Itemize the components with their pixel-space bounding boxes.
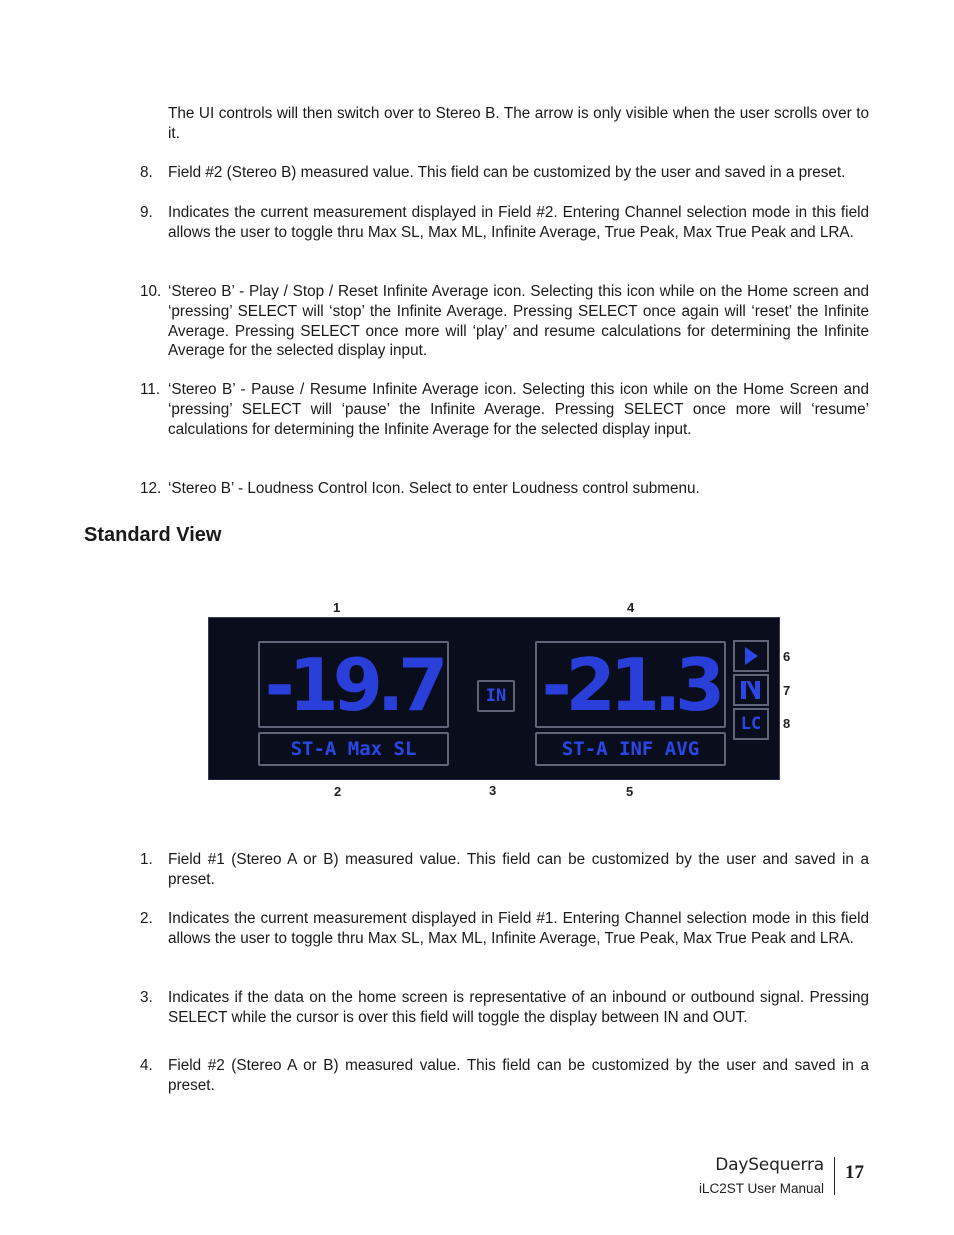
callout-1: 1 bbox=[333, 600, 341, 615]
callout-6: 6 bbox=[783, 649, 791, 664]
loudness-control-icon[interactable] bbox=[733, 708, 769, 740]
brand-logo: DaySequerra bbox=[715, 1155, 824, 1175]
pause-resume-glyph-icon bbox=[738, 679, 764, 701]
list-item-1 bbox=[140, 850, 869, 890]
item-text: Field #2 (Stereo A or B) measured value. This field can be customized by the user and saved in a preset. bbox=[168, 1057, 869, 1094]
field2-label: ST-A INF AVG bbox=[561, 738, 700, 760]
item-number: 11. bbox=[140, 381, 161, 398]
field2-value: -21.3 bbox=[541, 642, 720, 727]
list-item-9 bbox=[140, 203, 869, 243]
item-number: 9. bbox=[140, 204, 153, 221]
field1-label-box[interactable] bbox=[258, 732, 449, 766]
item-text: Indicates the current measurement displayed in Field #1. Entering Channel selection mode in this field allows the user to toggle thru Max SL, Max ML, Infinite Average, True Peak, Max True Peak and LRA. bbox=[168, 910, 869, 947]
inout-label: IN bbox=[485, 686, 507, 706]
pause-resume-icon[interactable] bbox=[733, 674, 769, 706]
item-text: Field #1 (Stereo A or B) measured value. This field can be customized by the user and saved in a preset. bbox=[168, 851, 869, 888]
item-text: Indicates the current measurement displayed in Field #2. Entering Channel selection mode in this field allows the user to toggle thru Max SL, Max ML, Infinite Average, True Peak, Max True Peak and LRA. bbox=[168, 204, 869, 241]
list-item-2 bbox=[140, 909, 869, 949]
callout-2: 2 bbox=[334, 784, 342, 799]
item-text: ‘Stereo B’ - Loudness Control Icon. Select to enter Loudness control submenu. bbox=[168, 480, 700, 497]
item-number: 2. bbox=[140, 910, 153, 927]
list-item-3 bbox=[140, 988, 869, 1028]
callout-3: 3 bbox=[489, 783, 497, 798]
field1-value-box[interactable] bbox=[258, 641, 449, 728]
item-text: ‘Stereo B’ - Play / Stop / Reset Infinite Average icon. Selecting this icon while on the Home screen and ‘pressing’ SELECT will ‘stop’ the Infinite Average. Pressing SELECT once again will ‘reset’ the Infinite Average. Pressing SELECT once more will ‘play’ and resume calculations for determining the Infinite Average for the selected display input. bbox=[168, 283, 869, 360]
list-item-8 bbox=[140, 163, 869, 183]
field2-value-box[interactable] bbox=[535, 641, 726, 728]
callout-8: 8 bbox=[783, 716, 791, 731]
item-text: Indicates if the data on the home screen is representative of an inbound or outbound signal. Pressing SELECT while the cursor is over this field will toggle the display between IN and OUT. bbox=[168, 989, 869, 1026]
item-number: 1. bbox=[140, 851, 153, 868]
footer-divider bbox=[834, 1157, 835, 1195]
item-text: ‘Stereo B’ - Pause / Resume Infinite Average icon. Selecting this icon while on the Home Screen and ‘pressing’ SELECT will ‘pause’ the Infinite Average. Pressing SELECT once more will ‘resume’ calculations for determining the Infinite Average for the selected display input. bbox=[168, 381, 869, 438]
list-item-11 bbox=[140, 380, 869, 439]
item-number: 4. bbox=[140, 1057, 153, 1074]
item-number: 10. bbox=[140, 283, 162, 300]
section-heading: Standard View bbox=[84, 524, 222, 546]
item-number: 12. bbox=[140, 480, 162, 497]
list-item-10 bbox=[140, 282, 869, 361]
page-number: 17 bbox=[845, 1162, 864, 1183]
play-stop-icon[interactable] bbox=[733, 640, 769, 672]
manual-title: iLC2ST User Manual bbox=[698, 1181, 824, 1196]
device-screen bbox=[208, 617, 780, 780]
callout-4: 4 bbox=[627, 600, 635, 615]
item-text: Field #2 (Stereo B) measured value. This field can be customized by the user and saved in a preset. bbox=[168, 164, 846, 181]
item-number: 8. bbox=[140, 164, 153, 181]
lc-label: LC bbox=[740, 714, 762, 734]
field1-value: -19.7 bbox=[264, 642, 443, 727]
inout-toggle[interactable] bbox=[477, 680, 515, 712]
intro-paragraph: The UI controls will then switch over to Stereo B. The arrow is only visible when the user scrolls over to it. bbox=[168, 105, 869, 142]
field2-label-box[interactable] bbox=[535, 732, 726, 766]
list-item-12 bbox=[140, 479, 869, 499]
item-number: 3. bbox=[140, 989, 153, 1006]
callout-7: 7 bbox=[783, 683, 791, 698]
field1-label: ST-A Max SL bbox=[290, 738, 417, 760]
callout-5: 5 bbox=[626, 784, 634, 799]
list-item-4 bbox=[140, 1056, 869, 1096]
play-triangle-icon bbox=[743, 646, 759, 666]
